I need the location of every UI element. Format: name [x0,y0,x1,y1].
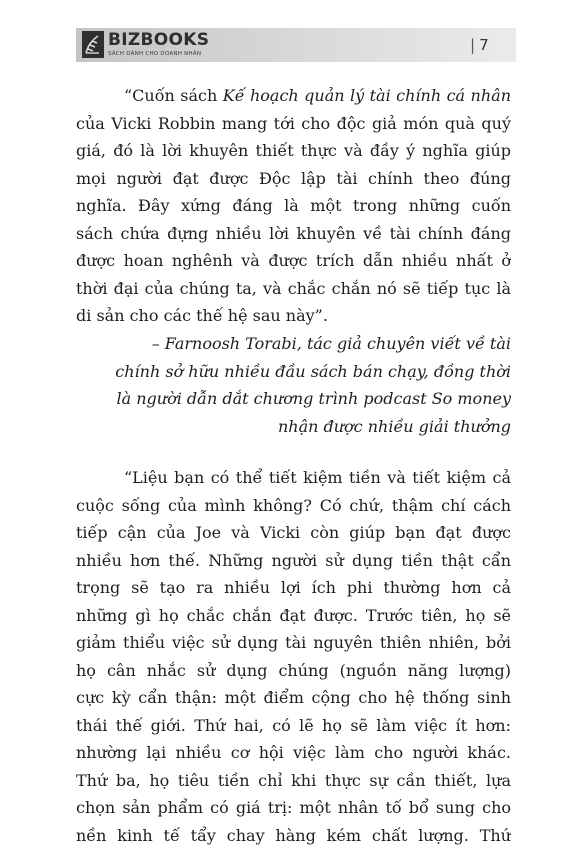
quote2-line: “Liệu bạn có thể tiết kiệm tiền và tiết kiệm cả [124,468,511,487]
quote1-line: sách chứa đựng nhiều lời khuyên về tài chính đáng [76,223,511,243]
quote2-line: họ cân nhắc sử dụng chúng (nguồn năng lượng) [76,660,511,680]
bizbooks-logo-icon [82,31,104,58]
attribution-line: nhận được nhiều giải thưởng [277,416,511,436]
quote1-line: di sản cho các thế hệ sau này”. [76,306,328,325]
quote2-line: cực kỳ cẩn thận: một điểm cộng cho hệ thống sinh [76,688,511,707]
quote2-line: nhiều hơn thế. Những người sử dụng tiền thật cẩn [76,550,511,570]
endorsement-quote-1 [76,82,511,330]
page-number-label [470,36,489,54]
quote1-line-1 [76,82,511,110]
quote2-line: thái thế giới. Thứ hai, có lẽ họ sẽ làm việc ít hơn: [76,715,511,735]
quote1-open: “Cuốn sách [124,86,223,105]
quote1-attribution [76,330,511,440]
attribution-line: – Farnoosh Torabi, tác giả chuyên viết về tài [151,334,511,353]
page-number: 7 [479,36,489,54]
endorsement-quote-2 [76,464,511,849]
book-title: Kế hoạch quản lý tài chính cá nhân [222,86,511,105]
attribution-line: chính sở hữu nhiều đầu sách bán chạy, đồng thời [115,361,511,381]
brand-name: BIZBOOKS [108,30,210,50]
quote2-line: những gì họ chắc chắn đạt được. Trước tiên, họ sẽ [76,605,511,625]
quote2-line: giảm thiểu việc sử dụng tài nguyên thiên nhiên, bởi [76,633,511,652]
attribution-line: là người dẫn dắt chương trình podcast So money [116,389,511,408]
quote1-line: nghĩa. Đây xứng đáng là một trong những cuốn [76,196,511,215]
quote2-line: chọn sản phẩm có giá trị: một nhân tố bổ sung cho [76,798,511,817]
quote1-line: của Vicki Robbin mang tới cho độc giả món quà quý [76,113,511,133]
brand-tagline: SÁCH DÀNH CHO DOANH NHÂN [108,51,202,57]
quote2-line: trọng sẽ tạo ra nhiều lợi ích phi thường hơn cả [76,578,511,597]
quote2-line: nền kinh tế tẩy chay hàng kém chất lượng. Thứ [76,825,511,845]
quote2-line: Thứ ba, họ tiêu tiền chỉ khi thực sự cần thiết, lựa [76,770,511,790]
quote1-line: được hoan nghênh và được trích dẫn nhiều nhất ở [76,251,511,270]
quote2-line: cuộc sống của mình không? Có chứ, thậm chí cách [76,495,511,515]
quote1-line: mọi người đạt được Độc lập tài chính theo đúng [76,168,511,188]
quote1-line: giá, đó là lời khuyên thiết thực và đầy ý nghĩa giúp [76,141,511,160]
quote2-line: nhường lại nhiều cơ hội việc làm cho người khác. [76,743,511,762]
quote2-line: tiếp cận của Joe và Vicki còn giúp bạn đạt được [76,523,511,542]
page-separator: | [470,36,476,54]
quote1-line: thời đại của chúng ta, và chắc chắn nó sẽ tiếp tục là [76,278,511,298]
